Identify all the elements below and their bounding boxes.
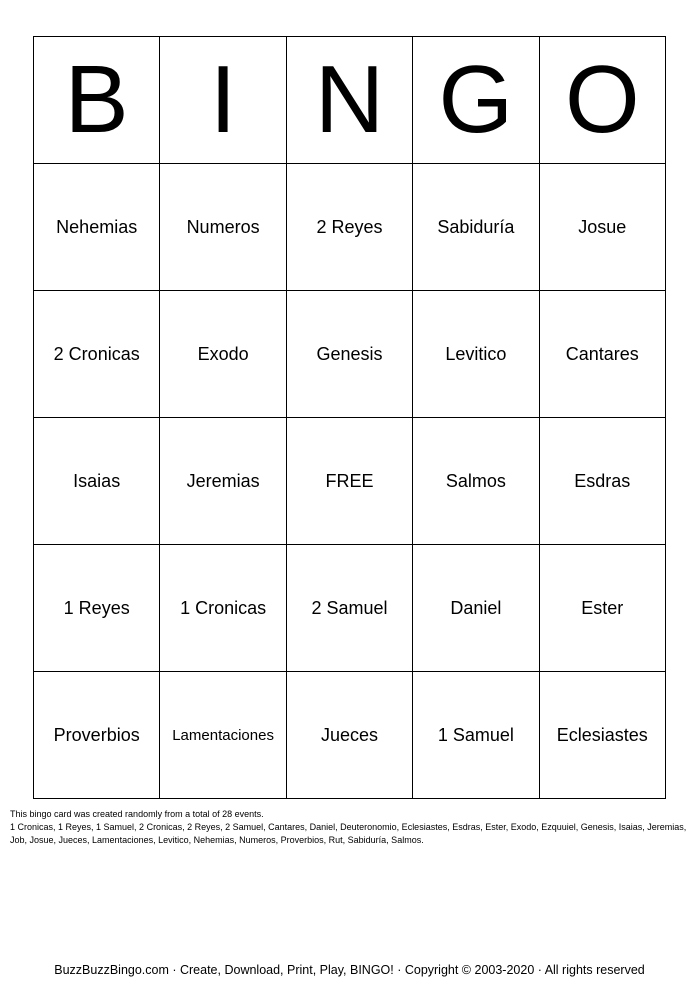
bingo-row — [34, 291, 666, 418]
bingo-cell: 1 Reyes — [34, 545, 160, 672]
bingo-cell: Jeremias — [160, 418, 286, 545]
bingo-cell: Cantares — [539, 291, 665, 418]
footer-copyright: BuzzBuzzBingo.com · Create, Download, Print, Play, BINGO! · Copyright © 2003-2020 · All rights reserved — [54, 963, 645, 977]
bingo-cell: Esdras — [539, 418, 665, 545]
bingo-cell: Nehemias — [34, 164, 160, 291]
bingo-cell: Sabiduría — [413, 164, 539, 291]
bingo-cell: Levitico — [413, 291, 539, 418]
bingo-row — [34, 164, 666, 291]
bingo-row — [34, 672, 666, 799]
free-space-cell: FREE — [286, 418, 412, 545]
bingo-header-row — [34, 37, 666, 164]
card-info-event-list: 1 Cronicas, 1 Reyes, 1 Samuel, 2 Cronicas, 2 Reyes, 2 Samuel, Cantares, Daniel, Deuteronomio, Eclesiastes, Esdras, Ester, Exodo, Ezquuiel, Genesis, Isaias, Jeremias, Job, Josue, Jueces, Lamentaciones, Levitico, Nehemias, Numeros, Proverbios, Rut, Sabiduría, Salmos. — [10, 822, 687, 845]
bingo-cell: Numeros — [160, 164, 286, 291]
bingo-row — [34, 545, 666, 672]
bingo-cell: 2 Cronicas — [34, 291, 160, 418]
card-info-summary: This bingo card was created randomly from a total of 28 events. — [10, 809, 264, 819]
bingo-cell: Genesis — [286, 291, 412, 418]
bingo-card — [33, 36, 666, 799]
bingo-cell: Proverbios — [34, 672, 160, 799]
bingo-row — [34, 418, 666, 545]
bingo-cell: 1 Cronicas — [160, 545, 286, 672]
bingo-cell: Eclesiastes — [539, 672, 665, 799]
header-letter-n: N — [286, 37, 412, 164]
bingo-cell: Ester — [539, 545, 665, 672]
bingo-cell: 2 Reyes — [286, 164, 412, 291]
bingo-cell: Josue — [539, 164, 665, 291]
bingo-cell: Salmos — [413, 418, 539, 545]
bingo-cell: 2 Samuel — [286, 545, 412, 672]
bingo-cell: Isaias — [34, 418, 160, 545]
bingo-cell: 1 Samuel — [413, 672, 539, 799]
header-letter-o: O — [539, 37, 665, 164]
bingo-cell: Lamentaciones — [160, 672, 286, 799]
header-letter-i: I — [160, 37, 286, 164]
card-info — [10, 808, 690, 847]
bingo-cell: Exodo — [160, 291, 286, 418]
bingo-cell: Jueces — [286, 672, 412, 799]
bingo-cell: Daniel — [413, 545, 539, 672]
header-letter-b: B — [34, 37, 160, 164]
header-letter-g: G — [413, 37, 539, 164]
